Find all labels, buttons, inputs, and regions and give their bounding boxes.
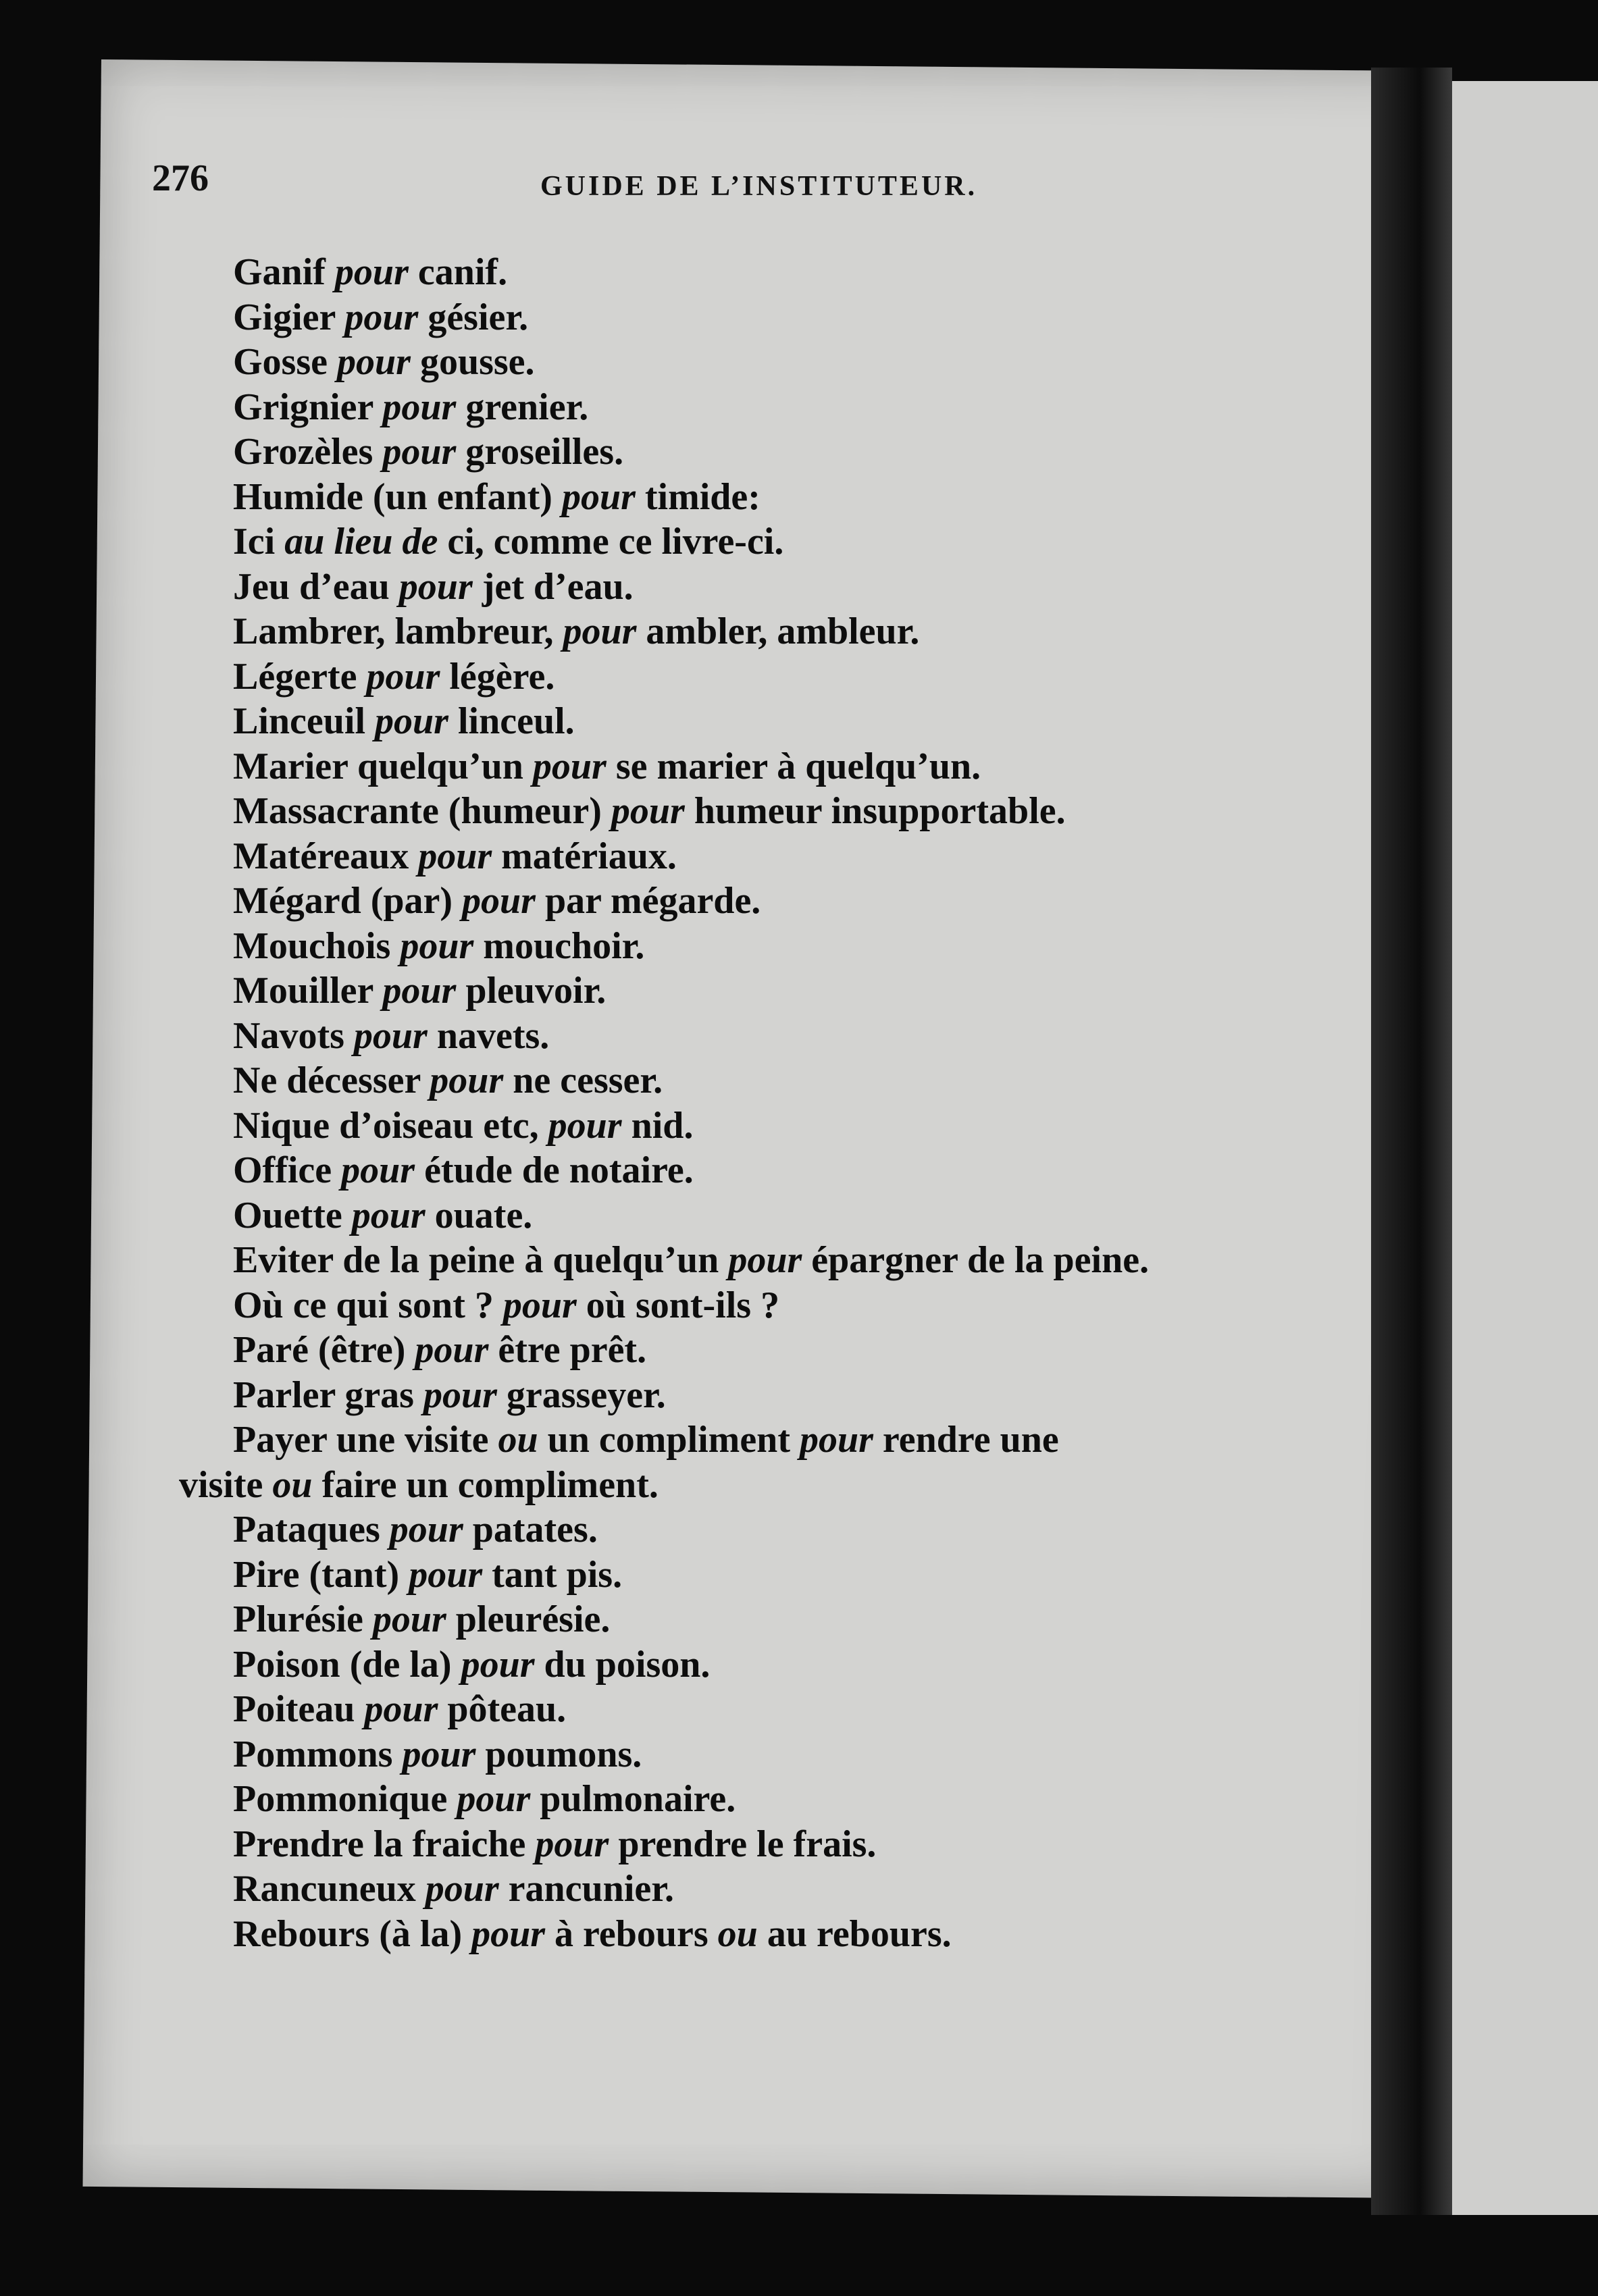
entry-text: ne cesser.: [503, 1060, 663, 1101]
entry-italic-word: pour: [548, 1104, 622, 1147]
entry-text: ouate.: [425, 1194, 533, 1236]
entry-italic-word: pour: [799, 1419, 873, 1461]
entry-text: Poison (de la): [233, 1643, 461, 1686]
entry-line: [233, 1822, 1341, 1867]
entry-line: [233, 519, 1341, 565]
entry-line: [233, 1103, 1341, 1149]
entry-text: canif.: [408, 251, 508, 293]
entry-text: Poiteau: [233, 1688, 365, 1730]
entry-text: un compliment: [538, 1419, 800, 1461]
entry-line: [233, 1732, 1341, 1777]
entry-line: [233, 924, 1341, 969]
entry-line: [233, 1777, 1341, 1822]
entry-text: au rebours.: [757, 1912, 952, 1955]
entry-italic-word: pour: [462, 880, 536, 922]
entry-italic-word: pour: [337, 341, 411, 383]
entry-line: [233, 1238, 1341, 1283]
entry-text: humeur insupportable.: [684, 790, 1066, 832]
entry-line: [233, 1597, 1341, 1642]
entry-text: épargner de la peine.: [802, 1239, 1150, 1281]
entry-text: timide:: [635, 475, 761, 518]
entry-text: pulmonaire.: [530, 1778, 736, 1820]
entry-line: [233, 1687, 1341, 1732]
entry-italic-word: pour: [372, 1598, 446, 1640]
entry-text: Ouette: [233, 1194, 352, 1236]
entry-text: Légerte: [233, 655, 367, 698]
entry-line: [233, 834, 1341, 879]
entry-text: Humide (un enfant): [233, 475, 562, 518]
entry-text: où sont-ils ?: [576, 1284, 780, 1326]
entry-italic-word: pour: [344, 296, 419, 338]
entry-text: Linceuil: [233, 700, 376, 742]
entry-line: [233, 250, 1341, 295]
entry-italic-word: pour: [364, 1688, 438, 1730]
entry-italic-word: pour: [425, 1868, 499, 1910]
entry-line: [233, 1642, 1341, 1688]
entry-italic-word: ou: [272, 1463, 313, 1506]
entry-text: Mouiller: [233, 970, 383, 1012]
entry-text: Mouchois: [233, 924, 401, 967]
entry-text: ci, comme ce livre-ci.: [438, 521, 784, 563]
entry-text: Ne décesser: [233, 1060, 430, 1101]
entry-italic-word: pour: [351, 1194, 426, 1236]
entry-text: prendre le frais.: [609, 1823, 877, 1865]
entry-italic-word: pour: [334, 251, 409, 293]
entry-text: Gosse: [233, 341, 337, 383]
entry-text: Grozèles: [233, 431, 383, 473]
entry-italic-word: pour: [532, 745, 607, 787]
entry-text: Navots: [233, 1014, 354, 1057]
entry-text: à rebours: [545, 1912, 718, 1955]
entry-italic-word: pour: [471, 1912, 546, 1955]
entry-text: gésier.: [418, 296, 529, 338]
entry-text: Rancuneux: [233, 1868, 426, 1910]
entry-italic-word: pour: [389, 1509, 463, 1550]
entry-text: étude de notaire.: [415, 1149, 694, 1191]
facing-page: [1452, 81, 1598, 2215]
entry-text: pleurésie.: [446, 1598, 611, 1640]
entry-text: faire un compliment.: [312, 1463, 659, 1506]
entry-italic-word: pour: [423, 1374, 497, 1416]
entry-text: gousse.: [410, 341, 535, 383]
entry-text: patates.: [463, 1509, 598, 1550]
page-number: 276: [152, 157, 209, 199]
entry-line: [233, 1373, 1341, 1418]
page-header: [152, 157, 1071, 217]
entry-italic-word: pour: [398, 565, 473, 608]
entry-line: [233, 654, 1341, 700]
entry-italic-word: pour: [375, 700, 448, 742]
entry-text: matériaux.: [492, 835, 677, 877]
entry-text: nid.: [621, 1104, 694, 1147]
entry-text: grasseyer.: [496, 1374, 666, 1416]
entry-italic-word: au lieu de: [284, 521, 438, 563]
running-title: GUIDE DE L’INSTITUTEUR.: [540, 171, 978, 202]
entry-line: [233, 475, 1341, 520]
entry-text: Paré (être): [233, 1329, 415, 1371]
entry-line: [233, 429, 1341, 475]
entry-line: [233, 295, 1341, 340]
entry-text: Gigier: [233, 296, 345, 338]
entry-italic-word: pour: [382, 970, 457, 1012]
entry-text: être prêt.: [488, 1329, 647, 1371]
entry-text: Matéreaux: [233, 835, 419, 877]
entry-text: par mégarde.: [535, 880, 761, 922]
entry-text: grenier.: [456, 386, 589, 428]
entry-text: jet d’eau.: [472, 565, 634, 608]
entry-italic-word: pour: [382, 431, 457, 473]
entry-line: [233, 1328, 1341, 1373]
entry-text: pôteau.: [438, 1688, 567, 1730]
entry-line: [233, 1283, 1341, 1328]
entry-line: [233, 789, 1341, 834]
entry-text: Eviter de la peine à quelqu’un: [233, 1239, 729, 1281]
entry-text: Marier quelqu’un: [233, 745, 533, 787]
entry-text: légère.: [440, 655, 555, 698]
entry-text: poumons.: [475, 1733, 642, 1775]
entry-line: [233, 385, 1341, 430]
entry-text: Pommonique: [233, 1778, 457, 1820]
entry-italic-word: pour: [366, 655, 440, 698]
entry-text: se marier à quelqu’un.: [606, 745, 981, 787]
entry-text: Rebours (à la): [233, 1912, 472, 1955]
entry-line: [233, 1417, 1341, 1463]
entry-italic-word: pour: [415, 1329, 489, 1371]
entry-text: Jeu d’eau: [233, 565, 399, 608]
entry-text: Office: [233, 1149, 342, 1191]
entry-line: [233, 1867, 1341, 1912]
entry-italic-word: pour: [502, 1284, 577, 1326]
entry-text: du poison.: [534, 1643, 711, 1686]
entry-italic-word: pour: [402, 1733, 476, 1775]
entry-line: [233, 968, 1341, 1014]
entry-text: rendre une: [873, 1419, 1059, 1461]
entry-italic-word: pour: [341, 1149, 415, 1191]
entry-text: Grignier: [233, 386, 383, 428]
entry-text: Pommons: [233, 1733, 403, 1775]
entry-italic-word: ou: [498, 1419, 538, 1461]
entry-italic-word: pour: [409, 1553, 483, 1596]
entry-text: mouchoir.: [473, 924, 645, 967]
entry-text: Parler gras: [233, 1374, 423, 1416]
entry-text: groseilles.: [456, 431, 624, 473]
entry-text: linceul.: [448, 700, 575, 742]
entry-text: rancunier.: [498, 1868, 674, 1910]
entry-line: [233, 879, 1341, 924]
entry-text: Ici: [233, 521, 285, 563]
entry-line: [233, 1507, 1341, 1553]
entry-line: [233, 609, 1341, 654]
entry-line: [233, 1193, 1341, 1238]
entry-text: tant pis.: [482, 1553, 623, 1596]
entry-text: Lambrer, lambreur,: [233, 610, 563, 652]
entry-line: [233, 1148, 1341, 1193]
entry-text: Massacrante (humeur): [233, 790, 611, 832]
entry-italic-word: pour: [535, 1823, 609, 1865]
entry-text: Payer une visite: [233, 1419, 498, 1461]
entry-italic-word: pour: [353, 1014, 428, 1057]
entry-line: [233, 340, 1341, 385]
entry-text: Pire (tant): [233, 1553, 409, 1596]
entry-italic-word: pour: [728, 1239, 802, 1281]
entry-text: Plurésie: [233, 1598, 373, 1640]
entry-text: Pataques: [233, 1509, 390, 1550]
entry-text: Ganif: [233, 251, 335, 293]
entry-italic-word: pour: [400, 924, 474, 967]
entry-line: [233, 699, 1341, 744]
entry-italic-word: pour: [382, 386, 457, 428]
entry-line: [233, 1058, 1341, 1103]
entry-list: [179, 250, 1341, 1956]
entry-line: [233, 1553, 1341, 1598]
entry-text: Nique d’oiseau etc,: [233, 1104, 548, 1147]
entry-line: [233, 744, 1341, 789]
entry-line: [179, 1463, 1341, 1508]
entry-line: [233, 565, 1341, 610]
entry-italic-word: pour: [418, 835, 492, 877]
entry-line: [233, 1912, 1341, 1957]
entry-italic-word: pour: [561, 475, 636, 518]
entry-text: visite: [179, 1463, 273, 1506]
entry-italic-word: pour: [611, 790, 685, 832]
entry-italic-word: pour: [461, 1643, 535, 1686]
book-spine: [1371, 68, 1452, 2215]
entry-text: Prendre la fraiche: [233, 1823, 536, 1865]
entry-text: navets.: [427, 1014, 550, 1057]
entry-text: Où ce qui sont ?: [233, 1284, 503, 1326]
entry-text: ambler, ambleur.: [636, 610, 920, 652]
entry-italic-word: pour: [430, 1060, 504, 1101]
entry-text: pleuvoir.: [456, 970, 607, 1012]
entry-line: [233, 1014, 1341, 1059]
entry-text: Mégard (par): [233, 880, 463, 922]
entry-italic-word: pour: [563, 610, 637, 652]
entry-italic-word: ou: [717, 1912, 758, 1955]
entry-italic-word: pour: [457, 1778, 531, 1820]
